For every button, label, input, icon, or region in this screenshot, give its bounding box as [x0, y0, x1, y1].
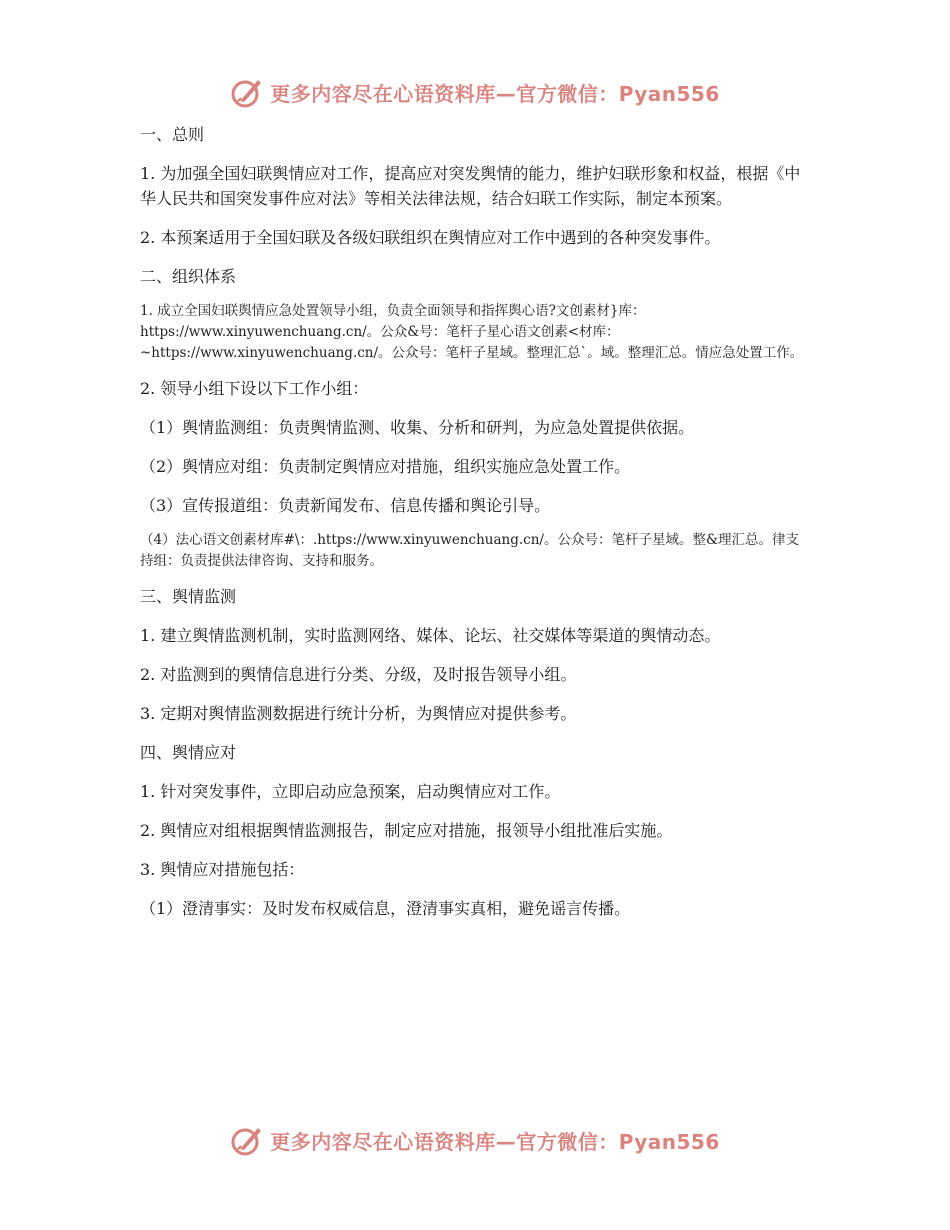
header-watermark-text: 更多内容尽在心语资料库—官方微信：Pyan556 [270, 81, 720, 106]
section-heading-general: 一、总则 [140, 125, 205, 144]
list-item: （1）舆情监测组：负责舆情监测、收集、分析和研判，为应急处置提供依据。 [140, 418, 695, 437]
paragraph: 1. 建立舆情监测机制，实时监测网络、媒体、论坛、社交媒体等渠道的舆情动态。 [140, 626, 721, 645]
paragraph: 2. 领导小组下设以下工作小组： [140, 379, 369, 398]
paragraph: 2. 对监测到的舆情信息进行分类、分级，及时报告领导小组。 [140, 665, 577, 684]
paragraph: 3. 定期对舆情监测数据进行统计分析，为舆情应对提供参考。 [140, 704, 577, 723]
paragraph: 1. 针对突发事件，立即启动应急预案，启动舆情应对工作。 [140, 782, 561, 801]
paragraph: 2. 舆情应对组根据舆情监测报告，制定应对措施，报领导小组批准后实施。 [140, 821, 673, 840]
paragraph: 2. 本预案适用于全国妇联及各级妇联组织在舆情应对工作中遇到的各种突发事件。 [140, 228, 721, 247]
footer-watermark-text: 更多内容尽在心语资料库—官方微信：Pyan556 [270, 1129, 720, 1154]
list-item: （2）舆情应对组：负责制定舆情应对措施，组织实施应急处置工作。 [140, 457, 631, 476]
quill-logo-icon [230, 75, 264, 109]
section-heading-monitoring: 三、舆情监测 [140, 587, 237, 606]
paragraph: 1. 为加强全国妇联舆情应对工作，提高应对突发舆情的能力，维护妇联形象和权益，根据《中华人民共和国突发事件应对法》等相关法律法规，结合妇联工作实际，制定本预案。 [140, 164, 801, 208]
section-heading-organization: 二、组织体系 [140, 267, 237, 286]
footer-watermark-banner [0, 1120, 950, 1160]
section-heading-response: 四、舆情应对 [140, 743, 237, 762]
quill-logo-icon [230, 1123, 264, 1157]
paragraph-watermarked: 1. 成立全国妇联舆情应急处置领导小组，负责全面领导和指挥舆心语?文创素材}库：https://www.xinyuwenchuang.cn/。公众&号：笔杆子星心语文创素<材库：~https://www.xinyuwenchuang.cn/。公众号：笔杆子星域。整理汇总`。域。整理汇总。情应急处置工作。 [140, 303, 804, 361]
paragraph: 3. 舆情应对措施包括： [140, 860, 305, 879]
list-item-watermarked: （4）法心语文创素材库#\：.https://www.xinyuwenchuang.cn/。公众号：笔杆子星域。整&理汇总。律支持组：负责提供法律咨询、支持和服务。 [140, 532, 799, 569]
list-item: （3）宣传报道组：负责新闻发布、信息传播和舆论引导。 [140, 496, 551, 515]
header-watermark-banner [0, 72, 950, 112]
list-item: （1）澄清事实：及时发布权威信息，澄清事实真相，避免谣言传播。 [140, 899, 631, 918]
document-body [140, 118, 810, 921]
